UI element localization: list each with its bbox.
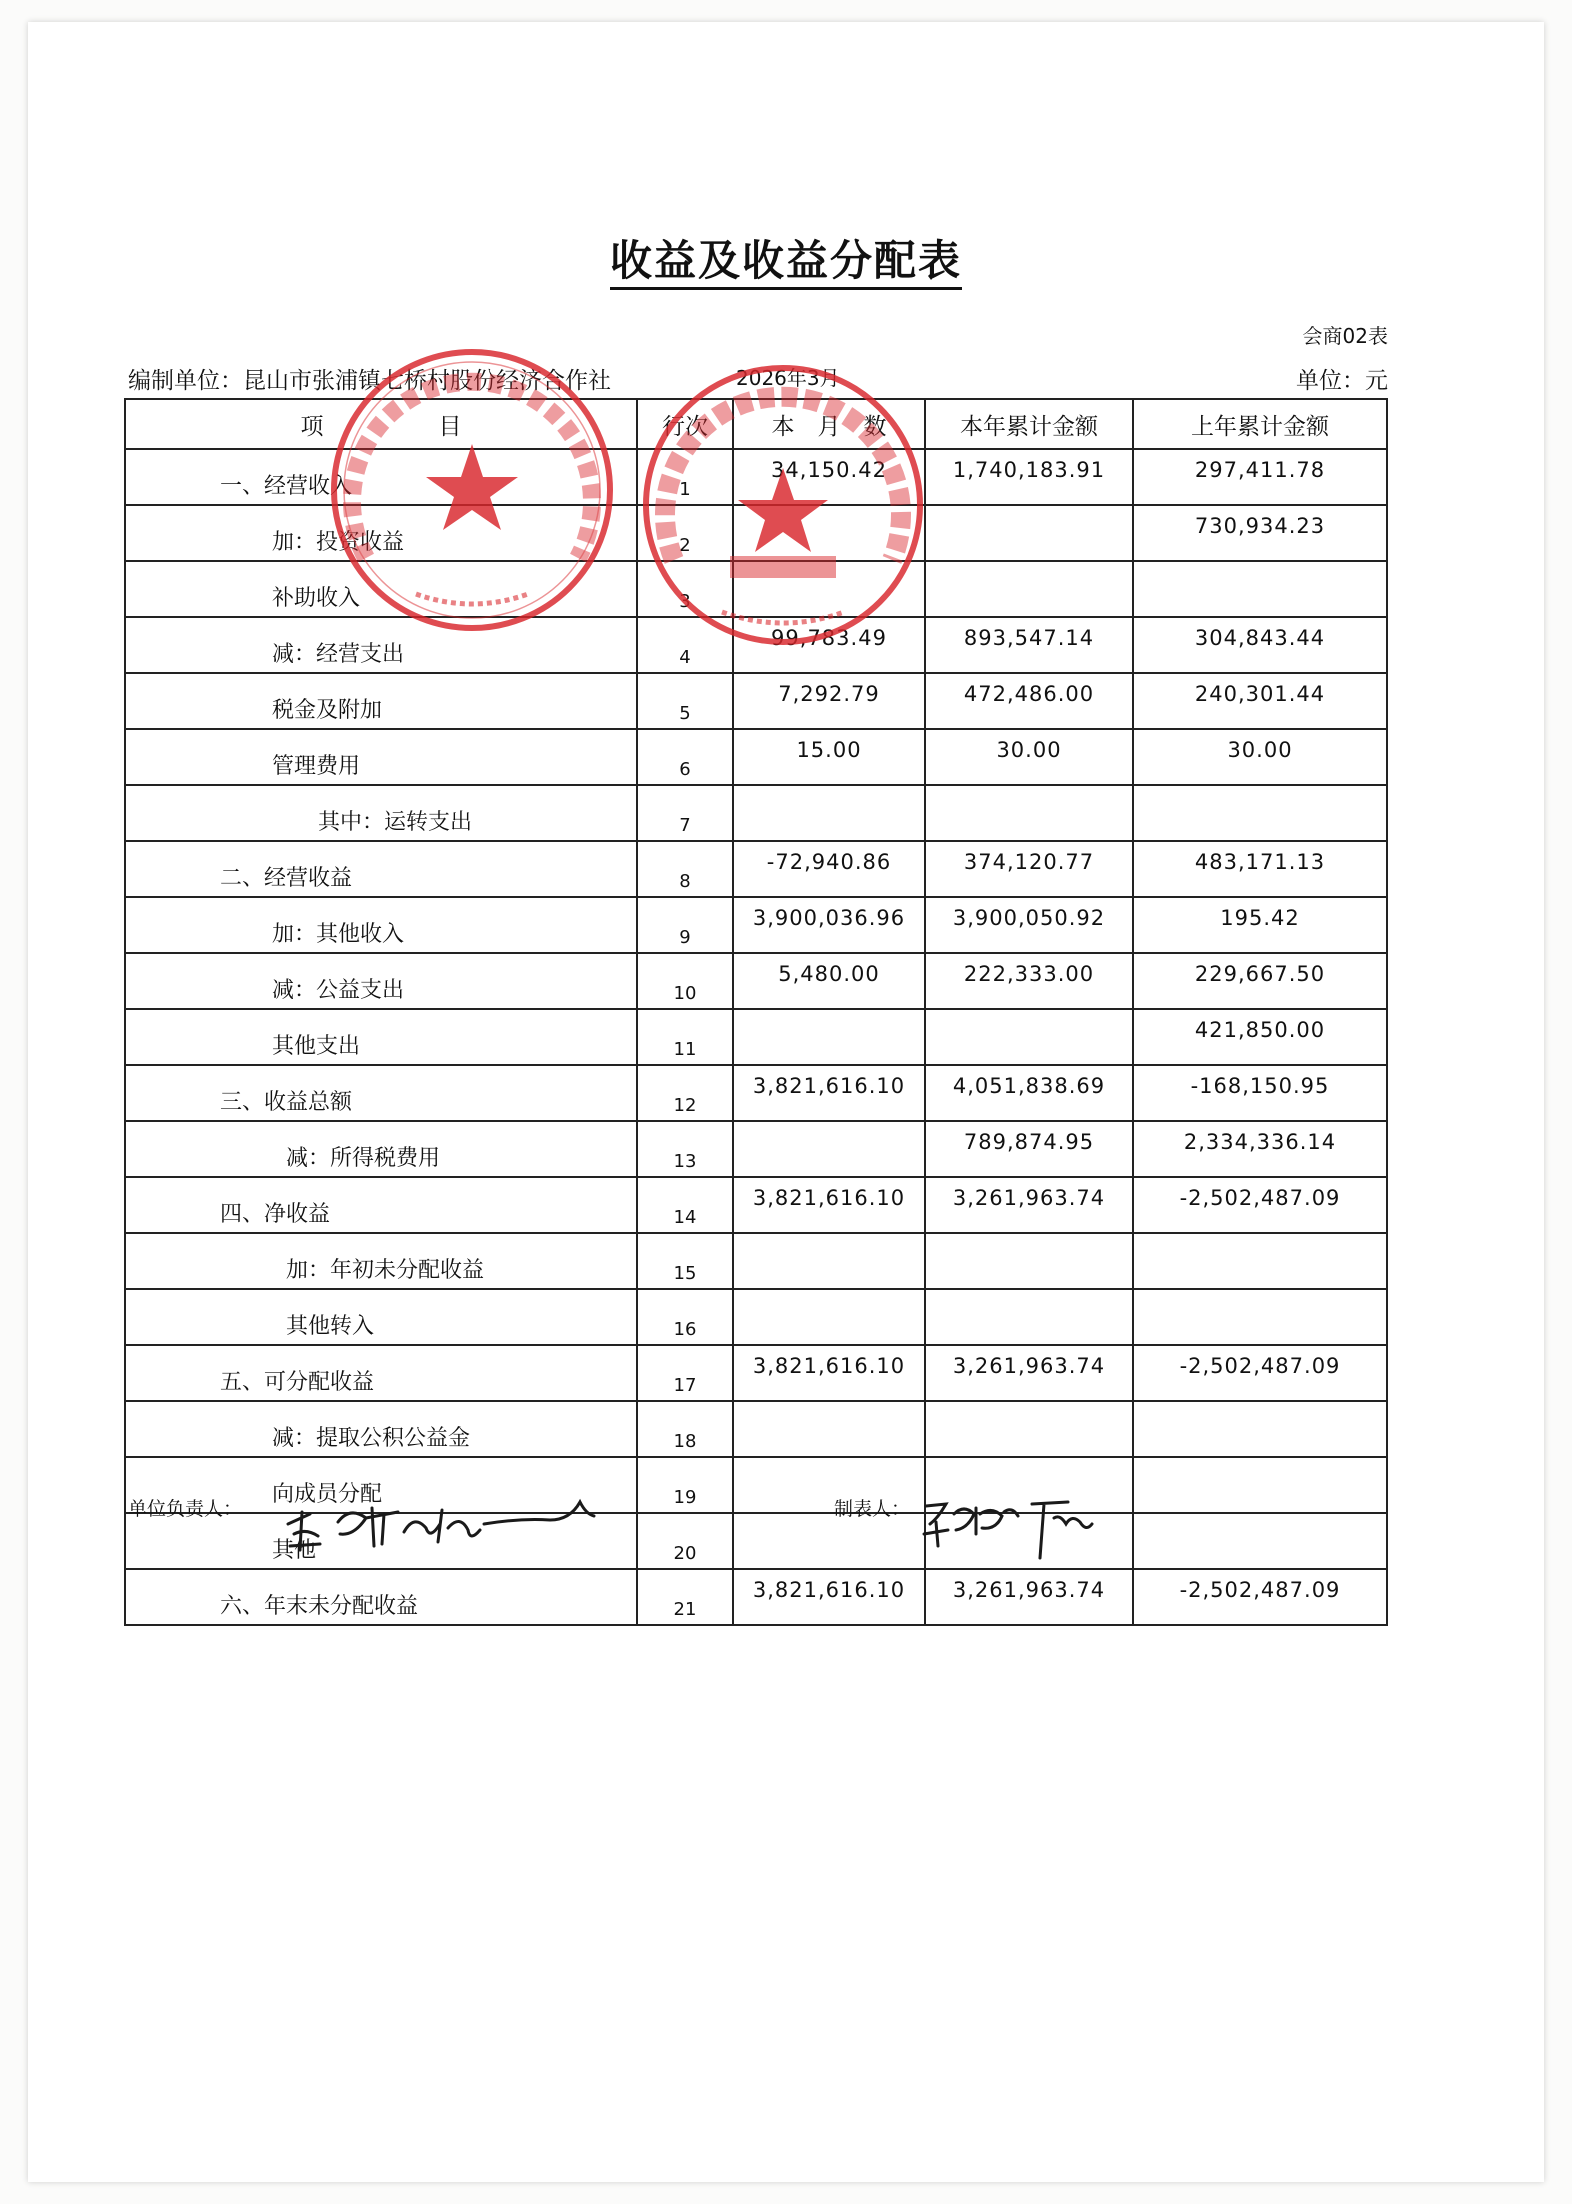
supervisory-committee-seal [638, 360, 928, 650]
table-row [125, 841, 1387, 897]
row-prev: 483,171.13 [1133, 841, 1387, 897]
row-month [733, 785, 925, 841]
row-line: 2 [637, 505, 733, 561]
row-ytd [925, 1401, 1133, 1457]
compiler-name: 昆山市张浦镇七桥村股份经济合作社 [243, 368, 611, 394]
report-title: 收益及收益分配表 [0, 228, 1572, 288]
form-number: 会商02表 [1302, 324, 1388, 348]
header-ytd: 本年累计金额 [925, 399, 1133, 449]
row-month: 99,783.49 [733, 617, 925, 673]
row-ytd: 789,874.95 [925, 1121, 1133, 1177]
preparer-signature [920, 1484, 1100, 1564]
row-line: 11 [637, 1009, 733, 1065]
row-ytd [925, 785, 1133, 841]
row-line: 15 [637, 1233, 733, 1289]
table-row [125, 953, 1387, 1009]
row-ytd: 30.00 [925, 729, 1133, 785]
row-item: 一、经营收入 [125, 449, 637, 505]
row-item: 减：提取公积公益金 [125, 1401, 637, 1457]
unit-leader-label: 单位负责人： [128, 1498, 243, 1520]
row-ytd [925, 561, 1133, 617]
row-ytd: 893,547.14 [925, 617, 1133, 673]
row-ytd: 3,261,963.74 [925, 1177, 1133, 1233]
row-prev [1133, 1401, 1387, 1457]
row-ytd: 1,740,183.91 [925, 449, 1133, 505]
row-item: 向成员分配 [125, 1457, 637, 1513]
row-month: 3,821,616.10 [733, 1177, 925, 1233]
row-line: 6 [637, 729, 733, 785]
row-month [733, 1401, 925, 1457]
row-prev [1133, 1233, 1387, 1289]
row-item: 减：公益支出 [125, 953, 637, 1009]
row-prev: -2,502,487.09 [1133, 1569, 1387, 1625]
row-item: 补助收入 [125, 561, 637, 617]
row-line: 20 [637, 1513, 733, 1569]
row-item: 三、收益总额 [125, 1065, 637, 1121]
currency-unit [1296, 362, 1388, 395]
row-ytd: 374,120.77 [925, 841, 1133, 897]
row-ytd: 4,051,838.69 [925, 1065, 1133, 1121]
row-ytd: 3,900,050.92 [925, 897, 1133, 953]
row-item: 减：经营支出 [125, 617, 637, 673]
row-prev: 730,934.23 [1133, 505, 1387, 561]
row-item: 加：年初未分配收益 [125, 1233, 637, 1289]
row-line: 9 [637, 897, 733, 953]
leader-signature [280, 1484, 600, 1564]
header-line: 行次 [637, 399, 733, 449]
table-row [125, 729, 1387, 785]
cooperative-seal [326, 344, 618, 636]
report-period: 2026年3月 [736, 366, 840, 390]
row-item: 其他支出 [125, 1009, 637, 1065]
row-month: 3,821,616.10 [733, 1345, 925, 1401]
row-month [733, 1233, 925, 1289]
table-row [125, 1177, 1387, 1233]
row-prev [1133, 561, 1387, 617]
preparer-label: 制表人： [834, 1498, 911, 1520]
table-row [125, 1121, 1387, 1177]
row-line: 18 [637, 1401, 733, 1457]
row-month: 34,150.42 [733, 449, 925, 505]
row-ytd: 222,333.00 [925, 953, 1133, 1009]
row-month: 5,480.00 [733, 953, 925, 1009]
row-ytd [925, 1233, 1133, 1289]
row-prev [1133, 1513, 1387, 1569]
table-row [125, 785, 1387, 841]
row-ytd: 3,261,963.74 [925, 1569, 1133, 1625]
header-item: 项 目 [125, 399, 637, 449]
row-prev [1133, 1457, 1387, 1513]
table-row [125, 1065, 1387, 1121]
row-line: 5 [637, 673, 733, 729]
row-line: 7 [637, 785, 733, 841]
row-month: 7,292.79 [733, 673, 925, 729]
row-item: 五、可分配收益 [125, 1345, 637, 1401]
row-prev: -2,502,487.09 [1133, 1177, 1387, 1233]
row-line: 19 [637, 1457, 733, 1513]
row-line: 14 [637, 1177, 733, 1233]
row-item: 税金及附加 [125, 673, 637, 729]
table-row [125, 1233, 1387, 1289]
table-row [125, 1289, 1387, 1345]
row-line: 21 [637, 1569, 733, 1625]
row-line: 12 [637, 1065, 733, 1121]
row-ytd [925, 505, 1133, 561]
row-line: 4 [637, 617, 733, 673]
table-row [125, 1401, 1387, 1457]
row-item: 其中：运转支出 [125, 785, 637, 841]
row-line: 3 [637, 561, 733, 617]
table-row [125, 1569, 1387, 1625]
row-prev: 304,843.44 [1133, 617, 1387, 673]
row-month: 15.00 [733, 729, 925, 785]
row-prev: 30.00 [1133, 729, 1387, 785]
row-ytd: 472,486.00 [925, 673, 1133, 729]
row-item: 减：所得税费用 [125, 1121, 637, 1177]
row-ytd [925, 1009, 1133, 1065]
header-month: 本 月 数 [733, 399, 925, 449]
row-prev: 297,411.78 [1133, 449, 1387, 505]
row-month [733, 1121, 925, 1177]
row-month [733, 1289, 925, 1345]
row-line: 10 [637, 953, 733, 1009]
table-row [125, 1345, 1387, 1401]
table-row [125, 673, 1387, 729]
row-item: 加：投资收益 [125, 505, 637, 561]
header-prev: 上年累计金额 [1133, 399, 1387, 449]
row-month: 3,900,036.96 [733, 897, 925, 953]
row-prev: 195.42 [1133, 897, 1387, 953]
row-prev: 421,850.00 [1133, 1009, 1387, 1065]
row-item: 二、经营收益 [125, 841, 637, 897]
table-row [125, 1009, 1387, 1065]
row-prev: -2,502,487.09 [1133, 1345, 1387, 1401]
table-row [125, 897, 1387, 953]
compiler-label: 编制单位： [128, 368, 243, 394]
row-prev: 2,334,336.14 [1133, 1121, 1387, 1177]
row-item: 四、净收益 [125, 1177, 637, 1233]
row-line: 16 [637, 1289, 733, 1345]
row-line: 17 [637, 1345, 733, 1401]
row-item: 六、年末未分配收益 [125, 1569, 637, 1625]
row-month: -72,940.86 [733, 841, 925, 897]
row-ytd [925, 1289, 1133, 1345]
row-item: 其他 [125, 1513, 637, 1569]
row-item: 加：其他收入 [125, 897, 637, 953]
row-prev: 240,301.44 [1133, 673, 1387, 729]
row-prev: 229,667.50 [1133, 953, 1387, 1009]
row-prev [1133, 785, 1387, 841]
row-line: 13 [637, 1121, 733, 1177]
row-prev [1133, 1289, 1387, 1345]
row-month: 3,821,616.10 [733, 1065, 925, 1121]
unit-label: 单位： [1296, 368, 1365, 394]
row-item: 管理费用 [125, 729, 637, 785]
row-month [733, 1513, 925, 1569]
row-line: 8 [637, 841, 733, 897]
unit-value: 元 [1365, 368, 1388, 394]
row-month [733, 1009, 925, 1065]
row-line: 1 [637, 449, 733, 505]
row-month: 3,821,616.10 [733, 1569, 925, 1625]
row-prev: -168,150.95 [1133, 1065, 1387, 1121]
row-item: 其他转入 [125, 1289, 637, 1345]
row-ytd: 3,261,963.74 [925, 1345, 1133, 1401]
